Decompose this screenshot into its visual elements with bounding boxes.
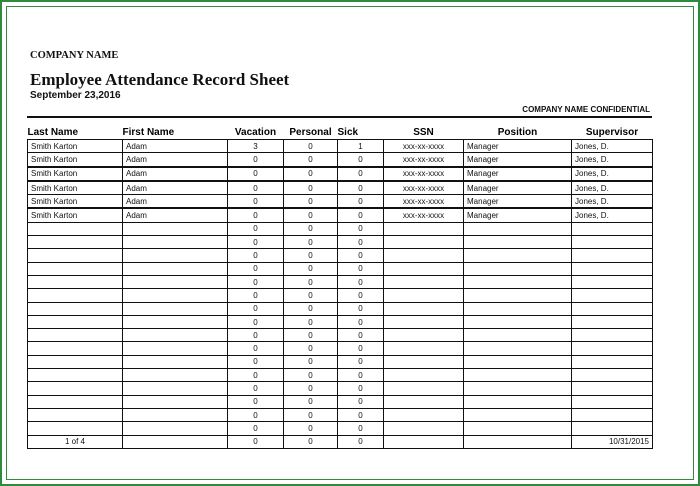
supervisor-cell [572, 395, 653, 408]
table-row [28, 302, 653, 315]
sick-cell: 0 [338, 262, 384, 275]
position-cell: Manager [464, 153, 572, 167]
last-name-cell [28, 249, 123, 262]
last-name-cell: Smith Karton [28, 195, 123, 209]
position-cell: Manager [464, 167, 572, 181]
table-row [28, 355, 653, 368]
last-name-cell [28, 382, 123, 395]
position-cell [464, 342, 572, 355]
ssn-cell [384, 249, 464, 262]
position-cell [464, 382, 572, 395]
position-cell [464, 289, 572, 302]
last-name-cell [28, 408, 123, 421]
supervisor-cell [572, 222, 653, 235]
position-cell [464, 369, 572, 382]
first-name-cell: Adam [123, 167, 228, 181]
ssn-cell: xxx-xx-xxxx [384, 167, 464, 181]
ssn-cell: xxx-xx-xxxx [384, 208, 464, 222]
first-name-cell [123, 422, 228, 435]
ssn-cell: xxx-xx-xxxx [384, 181, 464, 195]
position-cell [464, 262, 572, 275]
supervisor-cell [572, 249, 653, 262]
first-name-cell [123, 395, 228, 408]
personal-cell: 0 [284, 140, 338, 153]
first-name-cell: Adam [123, 181, 228, 195]
supervisor-cell [572, 422, 653, 435]
table-row [28, 275, 653, 288]
position-cell [464, 275, 572, 288]
last-name-cell [28, 422, 123, 435]
table-row [28, 181, 653, 195]
sick-cell: 1 [338, 140, 384, 153]
personal-cell: 0 [284, 249, 338, 262]
personal-cell: 0 [284, 195, 338, 209]
table-row [28, 408, 653, 421]
last-name-cell: 1 of 4 [28, 435, 123, 448]
ssn-cell [384, 289, 464, 302]
vacation-cell: 0 [228, 195, 284, 209]
position-cell [464, 236, 572, 249]
personal-cell: 0 [284, 181, 338, 195]
supervisor-cell: 10/31/2015 [572, 435, 653, 448]
supervisor-cell: Jones, D. [572, 195, 653, 209]
page-title: Employee Attendance Record Sheet [30, 70, 290, 89]
ssn-cell: xxx-xx-xxxx [384, 195, 464, 209]
first-name-cell [123, 382, 228, 395]
table-row [28, 435, 653, 448]
sick-cell: 0 [338, 195, 384, 209]
vacation-cell: 0 [228, 153, 284, 167]
personal-cell: 0 [284, 395, 338, 408]
supervisor-cell [572, 289, 653, 302]
supervisor-cell [572, 315, 653, 328]
last-name-cell [28, 329, 123, 342]
sick-cell: 0 [338, 236, 384, 249]
personal-cell: 0 [284, 153, 338, 167]
table-row [28, 289, 653, 302]
sick-cell: 0 [338, 382, 384, 395]
col-header-ssn: SSN [384, 126, 464, 140]
table-row [28, 382, 653, 395]
table-row [28, 236, 653, 249]
attendance-table [27, 126, 653, 449]
table-row [28, 208, 653, 222]
ssn-cell [384, 369, 464, 382]
last-name-cell: Smith Karton [28, 140, 123, 153]
supervisor-cell [572, 369, 653, 382]
personal-cell: 0 [284, 262, 338, 275]
ssn-cell [384, 275, 464, 288]
last-name-cell [28, 236, 123, 249]
position-cell [464, 315, 572, 328]
last-name-cell [28, 275, 123, 288]
table-row [28, 167, 653, 181]
supervisor-cell: Jones, D. [572, 140, 653, 153]
last-name-cell: Smith Karton [28, 181, 123, 195]
first-name-cell: Adam [123, 153, 228, 167]
supervisor-cell [572, 302, 653, 315]
personal-cell: 0 [284, 435, 338, 448]
ssn-cell [384, 422, 464, 435]
position-cell [464, 422, 572, 435]
supervisor-cell [572, 262, 653, 275]
position-cell [464, 355, 572, 368]
vacation-cell: 0 [228, 369, 284, 382]
position-cell [464, 302, 572, 315]
vacation-cell: 0 [228, 395, 284, 408]
first-name-cell [123, 329, 228, 342]
company-name: COMPANY NAME [30, 50, 119, 61]
position-cell: Manager [464, 140, 572, 153]
supervisor-cell [572, 236, 653, 249]
supervisor-cell: Jones, D. [572, 181, 653, 195]
personal-cell: 0 [284, 167, 338, 181]
table-row [28, 329, 653, 342]
personal-cell: 0 [284, 329, 338, 342]
first-name-cell [123, 315, 228, 328]
table-row [28, 315, 653, 328]
position-cell: Manager [464, 208, 572, 222]
first-name-cell [123, 408, 228, 421]
ssn-cell: xxx-xx-xxxx [384, 140, 464, 153]
table-row [28, 140, 653, 153]
sick-cell: 0 [338, 408, 384, 421]
personal-cell: 0 [284, 222, 338, 235]
supervisor-cell [572, 342, 653, 355]
position-cell [464, 408, 572, 421]
table-row [28, 222, 653, 235]
ssn-cell [384, 435, 464, 448]
vacation-cell: 0 [228, 435, 284, 448]
sick-cell: 0 [338, 167, 384, 181]
position-cell [464, 395, 572, 408]
last-name-cell [28, 315, 123, 328]
first-name-cell [123, 275, 228, 288]
sick-cell: 0 [338, 289, 384, 302]
last-name-cell [28, 395, 123, 408]
table-row [28, 195, 653, 209]
last-name-cell [28, 222, 123, 235]
table-row [28, 395, 653, 408]
sick-cell: 0 [338, 275, 384, 288]
col-header-personal: Personal [284, 126, 338, 140]
position-cell [464, 249, 572, 262]
sick-cell: 0 [338, 329, 384, 342]
col-header-position: Position [464, 126, 572, 140]
last-name-cell: Smith Karton [28, 167, 123, 181]
ssn-cell [384, 315, 464, 328]
ssn-cell [384, 382, 464, 395]
vacation-cell: 0 [228, 222, 284, 235]
last-name-cell [28, 369, 123, 382]
vacation-cell: 0 [228, 329, 284, 342]
personal-cell: 0 [284, 236, 338, 249]
first-name-cell [123, 222, 228, 235]
sick-cell: 0 [338, 342, 384, 355]
personal-cell: 0 [284, 369, 338, 382]
personal-cell: 0 [284, 275, 338, 288]
sick-cell: 0 [338, 369, 384, 382]
first-name-cell [123, 369, 228, 382]
first-name-cell: Adam [123, 195, 228, 209]
supervisor-cell: Jones, D. [572, 153, 653, 167]
position-cell: Manager [464, 195, 572, 209]
first-name-cell: Adam [123, 208, 228, 222]
supervisor-cell [572, 329, 653, 342]
table-row [28, 369, 653, 382]
vacation-cell: 3 [228, 140, 284, 153]
last-name-cell [28, 342, 123, 355]
personal-cell: 0 [284, 289, 338, 302]
vacation-cell: 0 [228, 408, 284, 421]
ssn-cell [384, 262, 464, 275]
ssn-cell [384, 329, 464, 342]
supervisor-cell [572, 355, 653, 368]
first-name-cell [123, 249, 228, 262]
supervisor-cell [572, 275, 653, 288]
vacation-cell: 0 [228, 208, 284, 222]
col-header-first-name: First Name [123, 126, 228, 140]
first-name-cell [123, 342, 228, 355]
table-row [28, 249, 653, 262]
vacation-cell: 0 [228, 355, 284, 368]
sick-cell: 0 [338, 153, 384, 167]
personal-cell: 0 [284, 302, 338, 315]
position-cell [464, 329, 572, 342]
ssn-cell [384, 342, 464, 355]
col-header-sick: Sick [338, 126, 384, 140]
ssn-cell [384, 222, 464, 235]
last-name-cell: Smith Karton [28, 208, 123, 222]
col-header-supervisor: Supervisor [572, 126, 653, 140]
vacation-cell: 0 [228, 289, 284, 302]
supervisor-cell [572, 408, 653, 421]
sick-cell: 0 [338, 435, 384, 448]
ssn-cell [384, 408, 464, 421]
last-name-cell [28, 262, 123, 275]
personal-cell: 0 [284, 315, 338, 328]
sick-cell: 0 [338, 315, 384, 328]
ssn-cell: xxx-xx-xxxx [384, 153, 464, 167]
sick-cell: 0 [338, 208, 384, 222]
table-row [28, 153, 653, 167]
position-cell [464, 222, 572, 235]
report-date: September 23,2016 [30, 90, 121, 101]
supervisor-cell [572, 382, 653, 395]
supervisor-cell: Jones, D. [572, 167, 653, 181]
first-name-cell [123, 302, 228, 315]
vacation-cell: 0 [228, 315, 284, 328]
sick-cell: 0 [338, 302, 384, 315]
last-name-cell [28, 355, 123, 368]
personal-cell: 0 [284, 208, 338, 222]
table-header-row [28, 126, 653, 140]
header-divider [27, 116, 652, 118]
first-name-cell [123, 236, 228, 249]
ssn-cell [384, 302, 464, 315]
vacation-cell: 0 [228, 236, 284, 249]
personal-cell: 0 [284, 408, 338, 421]
ssn-cell [384, 395, 464, 408]
sick-cell: 0 [338, 222, 384, 235]
ssn-cell [384, 236, 464, 249]
table-row [28, 342, 653, 355]
vacation-cell: 0 [228, 342, 284, 355]
vacation-cell: 0 [228, 275, 284, 288]
first-name-cell: Adam [123, 140, 228, 153]
supervisor-cell: Jones, D. [572, 208, 653, 222]
ssn-cell [384, 355, 464, 368]
sick-cell: 0 [338, 422, 384, 435]
sick-cell: 0 [338, 355, 384, 368]
first-name-cell [123, 355, 228, 368]
col-header-vacation: Vacation [228, 126, 284, 140]
last-name-cell: Smith Karton [28, 153, 123, 167]
vacation-cell: 0 [228, 262, 284, 275]
personal-cell: 0 [284, 342, 338, 355]
sick-cell: 0 [338, 181, 384, 195]
last-name-cell [28, 302, 123, 315]
last-name-cell [28, 289, 123, 302]
personal-cell: 0 [284, 382, 338, 395]
sick-cell: 0 [338, 395, 384, 408]
first-name-cell [123, 262, 228, 275]
first-name-cell [123, 289, 228, 302]
table-row [28, 422, 653, 435]
vacation-cell: 0 [228, 302, 284, 315]
position-cell [464, 435, 572, 448]
personal-cell: 0 [284, 355, 338, 368]
vacation-cell: 0 [228, 181, 284, 195]
vacation-cell: 0 [228, 382, 284, 395]
table-row [28, 262, 653, 275]
confidential-label: COMPANY NAME CONFIDENTIAL [522, 105, 650, 114]
vacation-cell: 0 [228, 167, 284, 181]
position-cell: Manager [464, 181, 572, 195]
vacation-cell: 0 [228, 249, 284, 262]
col-header-last-name: Last Name [28, 126, 123, 140]
sick-cell: 0 [338, 249, 384, 262]
personal-cell: 0 [284, 422, 338, 435]
first-name-cell [123, 435, 228, 448]
vacation-cell: 0 [228, 422, 284, 435]
